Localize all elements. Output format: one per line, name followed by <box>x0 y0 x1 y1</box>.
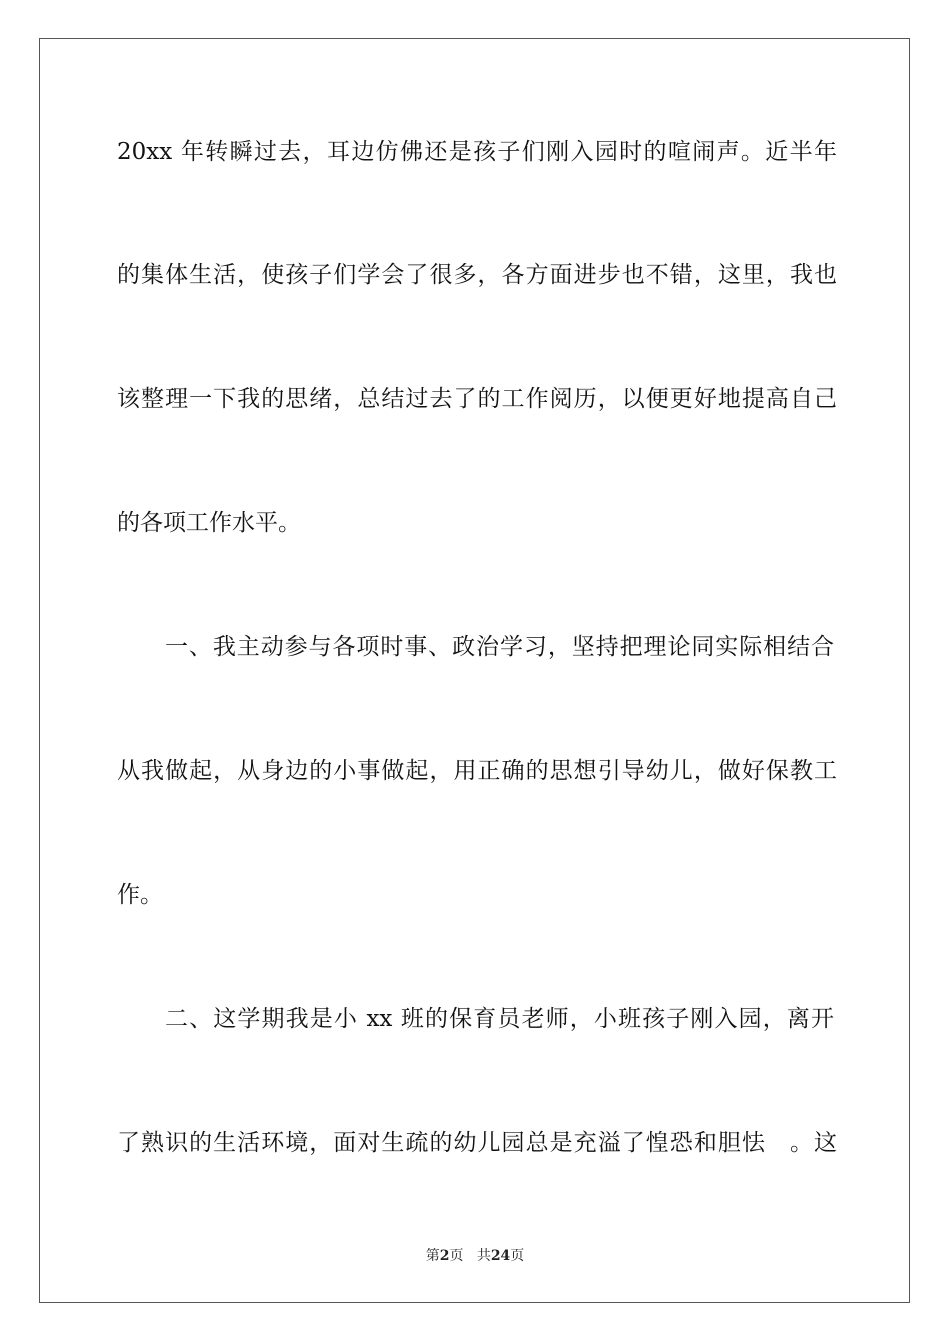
footer-total-pages: 24 <box>490 1248 511 1264</box>
page-footer <box>0 1246 950 1266</box>
paragraph-1-line-2: 的集体生活，使孩子们学会了很多，各方面进步也不错，这里，我也 <box>117 262 837 288</box>
footer-total-suffix: 页 <box>510 1248 525 1264</box>
paragraph-1-line-3: 该整理一下我的思绪，总结过去了的工作阅历，以便更好地提高自己 <box>117 386 837 412</box>
paragraph-2-line-2: 从我做起，从身边的小事做起，用正确的思想引导幼儿，做好保教工 <box>117 758 837 784</box>
footer-page-suffix: 页 <box>449 1248 464 1264</box>
paragraph-1-line-1: 20xx 年转瞬过去，耳边仿佛还是孩子们刚入园时的喧闹声。近半年 <box>117 139 837 165</box>
footer-page-prefix: 第 <box>425 1248 440 1264</box>
page-border <box>39 38 910 1303</box>
footer-page-number: 2 <box>439 1248 450 1264</box>
paragraph-2-line-1: 一、我主动参与各项时事、政治学习，坚持把理论同实际相结合 <box>165 634 834 660</box>
paragraph-3-line-1: 二、这学期我是小 xx 班的保育员老师，小班孩子刚入园，离开 <box>165 1006 834 1032</box>
paragraph-2-line-3: 作。 <box>117 882 163 908</box>
paragraph-1-line-4: 的各项工作水平。 <box>117 510 301 536</box>
paragraph-3-line-2: 了熟识的生活环境，面对生疏的幼儿园总是充溢了惶恐和胆怯 。这 <box>117 1130 837 1156</box>
footer-total-prefix: 共 <box>476 1248 491 1264</box>
